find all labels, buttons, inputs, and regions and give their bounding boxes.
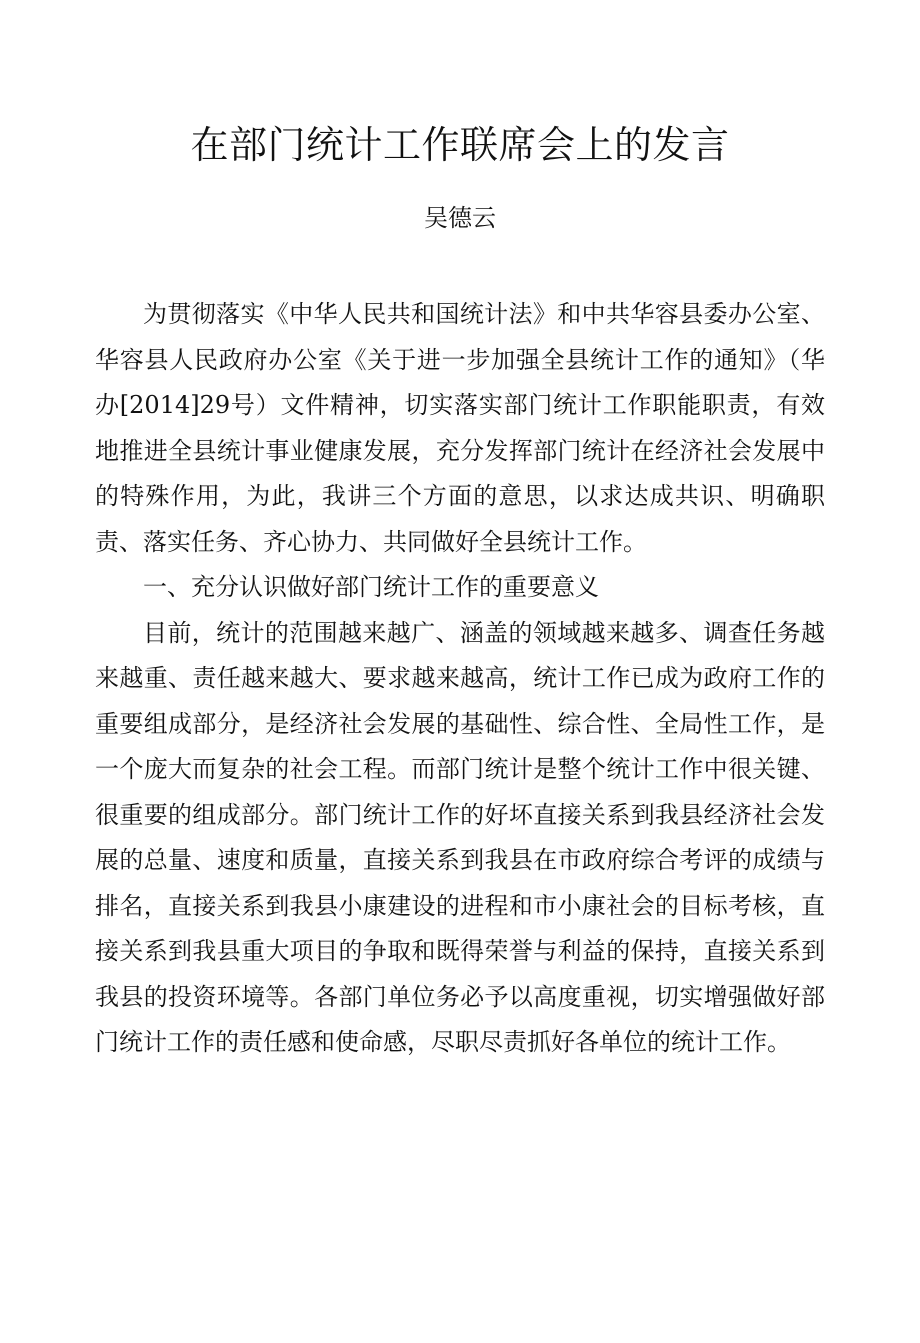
paragraph-section-1: 目前，统计的范围越来越广、涵盖的领域越来越多、调查任务越来越重、责任越来越大、要求越来越高，统计工作已成为政府工作的重要组成部分，是经济社会发展的基础性、综合性、全局性工作，是一个庞大而复杂的社会工程。而部门统计是整个统计工作中很关键、很重要的组成部分。部门统计工作的好坏直接关系到我县经济社会发展的总量、速度和质量，直接关系到我县在市政府综合考评的成绩与排名，直接关系到我县小康建设的进程和市小康社会的目标考核，直接关系到我县重大项目的争取和既得荣誉与利益的保持，直接关系到我县的投资环境等。各部门单位务必予以高度重视，切实增强做好部门统计工作的责任感和使命感，尽职尽责抓好各单位的统计工作。 [95,618,825,1056]
document-author: 吴德云 [424,204,496,232]
paragraph-intro: 为贯彻落实《中华人民共和国统计法》和中共华容县委办公室、华容县人民政府办公室《关于进一步加强全县统计工作的通知》（华办[2014]29号）文件精神，切实落实部门统计工作职能职责，有效地推进全县统计事业健康发展，充分发挥部门统计在经济社会发展中的特殊作用，为此，我讲三个方面的意思，以求达成共识、明确职责、落实任务、齐心协力、共同做好全县统计工作。 [95,300,825,556]
document-title: 在部门统计工作联席会上的发言 [190,123,730,167]
document-body [95,292,825,1066]
section-heading-1: 一、充分认识做好部门统计工作的重要意义 [143,573,599,601]
